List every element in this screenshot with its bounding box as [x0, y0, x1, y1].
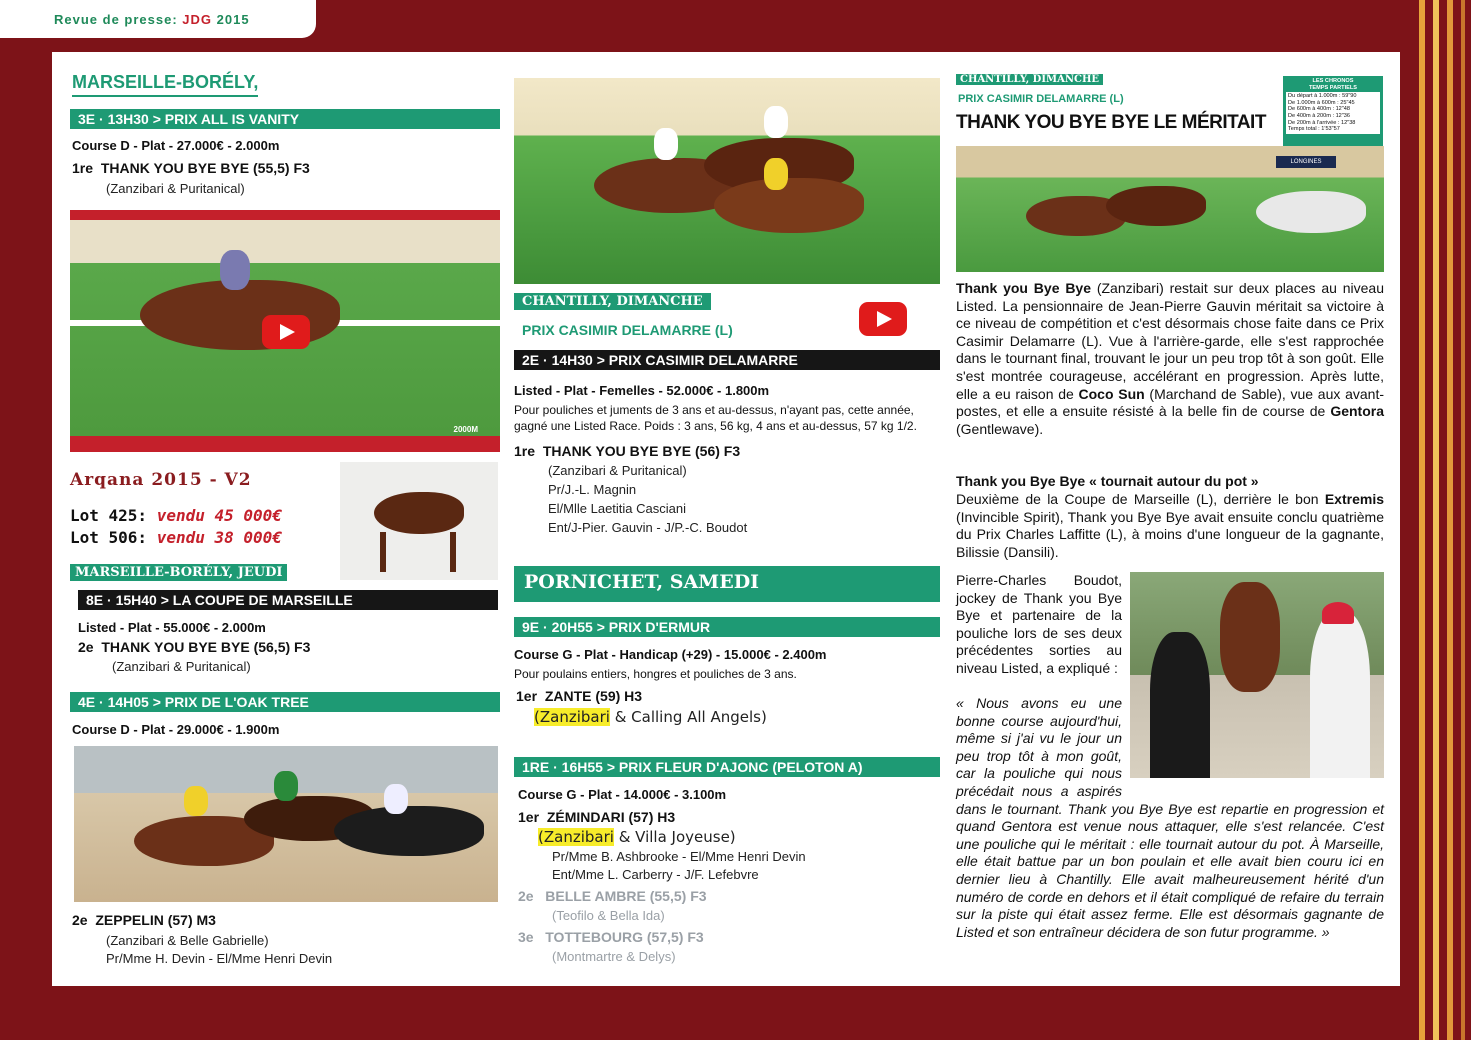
race-description: Pour pouliches et juments de 3 ans et au-dessus, n'ayant pas, cette année, gagné une Listed Race. Poids : 3 ans, 56 kg, 4 ans et au-dessus, 57 kg 1/2. [514, 403, 917, 433]
article-subheading: Thank you Bye Bye « tournait autour du pot » [956, 473, 1259, 489]
foal-figure [374, 492, 464, 534]
header-tab [0, 0, 316, 38]
column-middle [514, 52, 940, 986]
trainer-jockey: Ent/Mme L. Carberry - J/F. Lefebvre [552, 867, 759, 882]
pedigree: (Zanzibari & Puritanical) [106, 181, 245, 196]
horse-figure [140, 280, 340, 350]
race-bar: 3E · 13H30 > PRIX ALL IS VANITY [70, 109, 500, 129]
race-description: Pour poulains entiers, hongres et pouliches de 3 ans. [514, 667, 797, 681]
race-result: 1re THANK YOU BYE BYE (56) F3 [514, 443, 741, 459]
owner-breeder: Pr/Mme B. Ashbrooke - El/Mme Henri Devin [552, 849, 806, 864]
race-video-thumbnail[interactable] [70, 210, 500, 452]
foal-photo [340, 462, 498, 580]
pedigree: (Zanzibari & Calling All Angels) [534, 708, 767, 726]
article-paragraph-3: Pierre-Charles Boudot, jockey de Thank you Bye Bye et partenaire de la pouliche lors de ses deux précédentes sorties au niveau Listed, a expliqué : [956, 572, 1122, 676]
highlighted-sire: (Zanzibari [534, 708, 610, 726]
longines-sign: LONGINES [1276, 156, 1336, 168]
prize-name: PRIX CASIMIR DELAMARRE (L) [958, 93, 1124, 105]
owner: Pr/J.-L. Magnin [548, 482, 637, 497]
section-tag: CHANTILLY, DIMANCHE [956, 74, 1103, 85]
pedigree: (Zanzibari & Belle Gabrielle) [106, 933, 269, 948]
video-caption: MARSEILLE B./ PRIX ALL IS VANITY - THANK YOU BYE BYE / Zanzibari [74, 441, 346, 450]
header-title: Revue de presse: JDG 2015 [54, 12, 250, 27]
connections: Pr/Mme H. Devin - El/Mme Henri Devin [106, 951, 333, 966]
section-tag: MARSEILLE-BORÉLY, JEUDI [70, 564, 287, 581]
race-result: 1re THANK YOU BYE BYE (55,5) F3 [72, 160, 310, 176]
section-title: MARSEILLE-BORÉLY, [72, 72, 258, 97]
trainer-jockey: Ent/J-Pier. Gauvin - J/P.-C. Boudot [548, 520, 748, 535]
article-paragraph-2: Deuxième de la Coupe de Marseille (L), derrière le bon Extremis (Invincible Spirit), Thank you Bye Bye avait ensuite conclu quatrième du Prix Charles Laffitte (L), à moins d'une longueur de la gagnante, Bilissie (Dansili). [956, 491, 1384, 560]
race-result-third: 3e TOTTEBOURG (57,5) F3 [518, 929, 704, 945]
race-conditions: Course G - Plat - Handicap (+29) - 15.000€ - 2.400m [514, 647, 827, 662]
section-header-pornichet: PORNICHET, SAMEDI [514, 566, 940, 602]
decorative-side-stripes [1411, 0, 1471, 1040]
race-bar: 4E · 14H05 > PRIX DE L'OAK TREE [70, 692, 500, 712]
jockey-figure [220, 250, 250, 290]
article-headline: THANK YOU BYE BYE LE MÉRITAIT [956, 112, 1266, 133]
article-paragraph-1: Thank you Bye Bye (Zanzibari) restait sur deux places au niveau Listed. La pensionnaire de Jean-Pierre Gauvin méritait sa victoire à ce niveau de compétition et c'est désormais chose faite dans ce Prix Casimir Delamarre (L). Vue à l'arrière-garde, elle s'est rapprochée dans le tournant final, trouvant le jour un peu trop tôt à son goût. Elle s'est montrée courageuse, accélérant en progression. Après lutte, elle a eu raison de Coco Sun (Marchand de Sable), vue aux avant-postes, et elle a ensuite résisté à la belle fin de course de Gentora (Gentlewave). [956, 280, 1384, 437]
arqana-title: Arqana 2015 - V2 [70, 470, 252, 490]
race-bar: 2E · 14H30 > PRIX CASIMIR DELAMARRE [514, 350, 940, 370]
pedigree: (Zanzibari & Villa Joyeuse) [538, 828, 736, 846]
race-result: 2e THANK YOU BYE BYE (56,5) F3 [78, 639, 311, 655]
youtube-play-icon[interactable] [262, 315, 310, 349]
column-right [956, 52, 1386, 986]
race-conditions: Listed - Plat - Femelles - 52.000€ - 1.800m [514, 383, 770, 398]
race-result: 1er ZANTE (59) H3 [516, 688, 643, 704]
pedigree: (Montmartre & Delys) [552, 949, 676, 964]
race-conditions: Listed - Plat - 55.000€ - 2.000m [78, 620, 266, 635]
prize-name: PRIX CASIMIR DELAMARRE (L) [522, 322, 733, 338]
race-result: 2e ZEPPELIN (57) M3 [72, 912, 216, 928]
video-distance: 2000M [453, 425, 478, 434]
pedigree: (Zanzibari & Puritanical) [548, 463, 687, 478]
press-page [52, 52, 1400, 986]
race-photo-finish [956, 146, 1384, 272]
race-conditions: Course D - Plat - 27.000€ - 2.000m [72, 138, 280, 153]
race-photo-chantilly [514, 78, 940, 284]
lot-425: Lot 425: vendu 45 000€ [70, 506, 282, 525]
breeder: El/Mlle Laetitia Casciani [548, 501, 687, 516]
race-result: 1er ZÉMINDARI (57) H3 [518, 809, 676, 825]
chronos-box: LES CHRONOS TEMPS PARTIELS Du départ à 1.000m : 59"90 De 1.000m à 600m : 25"45 De 600m à 400m : 12"48 De 400m à 200m : 12"36 De 200m à l'arrivée : 12"38 Temps total : 1'53"57 [1283, 76, 1383, 146]
race-bar: 9E · 20H55 > PRIX D'ERMUR [514, 617, 940, 637]
pedigree: (Teofilo & Bella Ida) [552, 908, 665, 923]
race-bar: 1RE · 16H55 > PRIX FLEUR D'AJONC (PELOTON A) [514, 757, 940, 777]
race-bar: 8E · 15H40 > LA COUPE DE MARSEILLE [78, 590, 498, 610]
column-left [70, 52, 500, 986]
race-conditions: Course G - Plat - 14.000€ - 3.100m [518, 787, 727, 802]
race-conditions: Course D - Plat - 29.000€ - 1.900m [72, 722, 280, 737]
highlighted-sire: (Zanzibari [538, 828, 614, 846]
jockey-quote: « Nous avons eu une bonne course aujourd'hui, même si j'ai vu le jour un peu trop tôt à mon goût, car la pouliche qui nous précédait nous a aspirés dans le tournant. Thank you Bye Bye est repartie en progression et quand Gentora est venue nous attaquer, elle s'est relancée. C'est une pouliche qui le méritait : elle tournait autour du pot. À Marseille, elle était battue par un bon poulain et elle avait bien couru ici en dernier lieu à Chantilly. Elle avait malheureusement hérité d'un numéro de corde en dehors et il était compliqué de refaire du terrain sur la piste qui était assez ferme. Elle est désormais gagnante de Listed et son entraîneur décidera de son futur programme. » [956, 695, 1384, 940]
race-photo [74, 746, 498, 902]
lot-506: Lot 506: vendu 38 000€ [70, 528, 282, 547]
brand-logo: JDG [182, 12, 213, 27]
pedigree: (Zanzibari & Puritanical) [112, 659, 251, 674]
section-tag: CHANTILLY, DIMANCHE [514, 293, 711, 310]
youtube-play-icon[interactable] [859, 302, 907, 336]
race-result-second: 2e BELLE AMBRE (55,5) F3 [518, 888, 707, 904]
